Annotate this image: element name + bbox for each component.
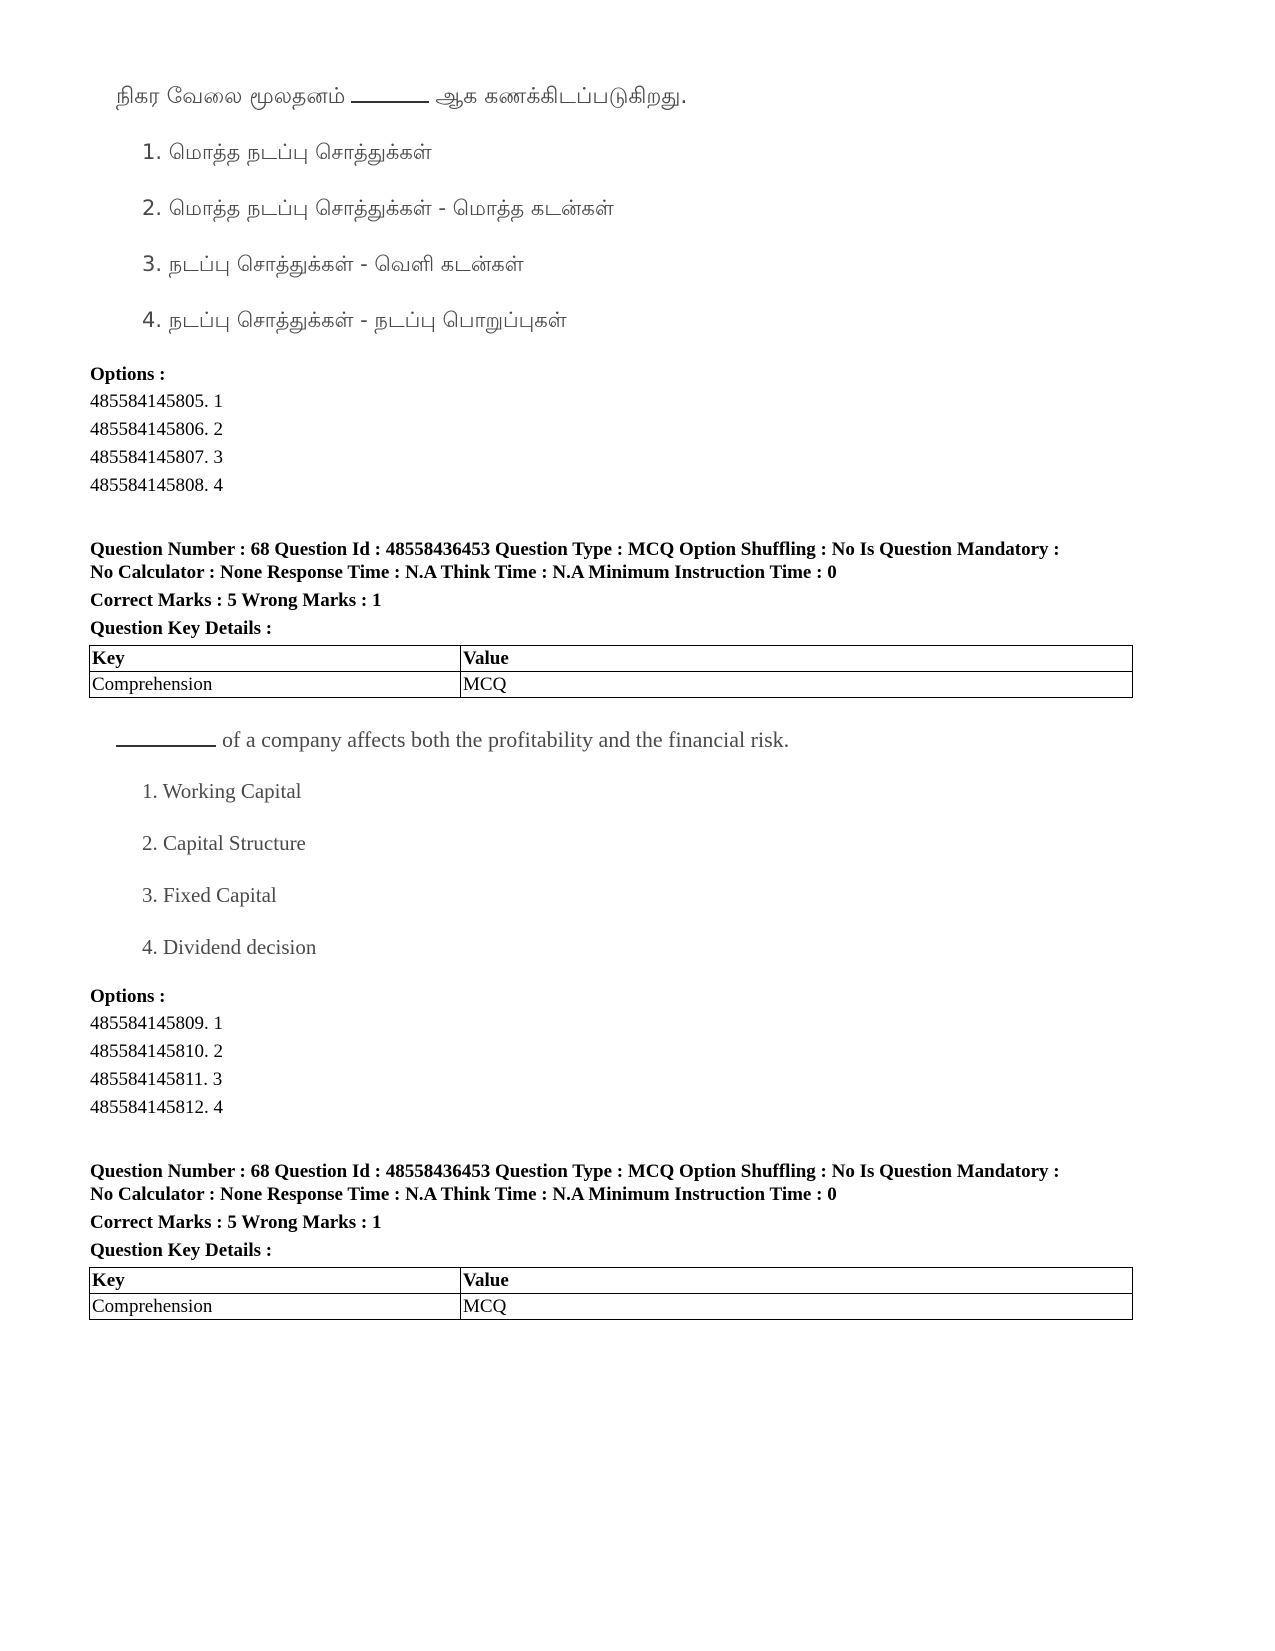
question-key-details-label: Question Key Details : <box>90 618 273 639</box>
choice-3: 3. நடப்பு சொத்துக்கள் - வெளி கடன்கள் <box>142 252 524 276</box>
option-line: 485584145807. 3 <box>90 447 223 468</box>
options-label: Options : <box>90 364 166 385</box>
table-header-value: Value <box>461 646 1133 672</box>
choice-1: 1. Working Capital <box>142 779 302 803</box>
question-stem-after: of a company affects both the profitability and the financial risk. <box>222 727 790 752</box>
marks-line: Correct Marks : 5 Wrong Marks : 1 <box>90 1212 382 1233</box>
question-key-table <box>89 1267 1133 1320</box>
table-header-value: Value <box>461 1268 1133 1294</box>
option-line: 485584145810. 2 <box>90 1041 223 1062</box>
table-row <box>90 1294 1133 1320</box>
table-cell-key: Comprehension <box>90 1294 461 1320</box>
option-line: 485584145806. 2 <box>90 419 223 440</box>
question-header-line-2: No Calculator : None Response Time : N.A Think Time : N.A Minimum Instruction Time : 0 <box>90 1184 837 1205</box>
choice-4: 4. நடப்பு சொத்துக்கள் - நடப்பு பொறுப்புகள் <box>142 308 567 332</box>
table-header-row <box>90 1268 1133 1294</box>
question-header-line-1: Question Number : 68 Question Id : 48558436453 Question Type : MCQ Option Shuffling : No Is Question Mandatory : <box>90 539 1060 560</box>
table-header-key: Key <box>90 1268 461 1294</box>
table-header-row <box>90 646 1133 672</box>
answer-blank <box>116 743 216 747</box>
choice-2: 2. Capital Structure <box>142 831 306 855</box>
option-line: 485584145805. 1 <box>90 391 223 412</box>
choice-1: 1. மொத்த நடப்பு சொத்துக்கள் <box>142 140 432 164</box>
answer-blank <box>351 99 429 103</box>
question-header-line-1: Question Number : 68 Question Id : 48558436453 Question Type : MCQ Option Shuffling : No Is Question Mandatory : <box>90 1161 1060 1182</box>
option-line: 485584145811. 3 <box>90 1069 223 1090</box>
option-line: 485584145808. 4 <box>90 475 223 496</box>
option-line: 485584145809. 1 <box>90 1013 223 1034</box>
table-cell-key: Comprehension <box>90 672 461 698</box>
question-header-line-2: No Calculator : None Response Time : N.A Think Time : N.A Minimum Instruction Time : 0 <box>90 562 837 583</box>
question-stem-after: ஆக கணக்கிடப்படுகிறது. <box>435 84 688 109</box>
question-stem-english <box>116 727 789 753</box>
table-cell-value: MCQ <box>461 1294 1133 1320</box>
question-key-details-label: Question Key Details : <box>90 1240 273 1261</box>
question-key-table <box>89 645 1133 698</box>
table-header-key: Key <box>90 646 461 672</box>
choice-2: 2. மொத்த நடப்பு சொத்துக்கள் - மொத்த கடன்கள் <box>142 196 614 220</box>
marks-line: Correct Marks : 5 Wrong Marks : 1 <box>90 590 382 611</box>
table-row <box>90 672 1133 698</box>
choice-3: 3. Fixed Capital <box>142 883 277 907</box>
table-cell-value: MCQ <box>461 672 1133 698</box>
choice-4: 4. Dividend decision <box>142 935 317 959</box>
question-stem-tamil <box>116 84 687 112</box>
options-label: Options : <box>90 986 166 1007</box>
option-line: 485584145812. 4 <box>90 1097 223 1118</box>
question-stem-before: நிகர வேலை மூலதனம் <box>116 84 346 109</box>
